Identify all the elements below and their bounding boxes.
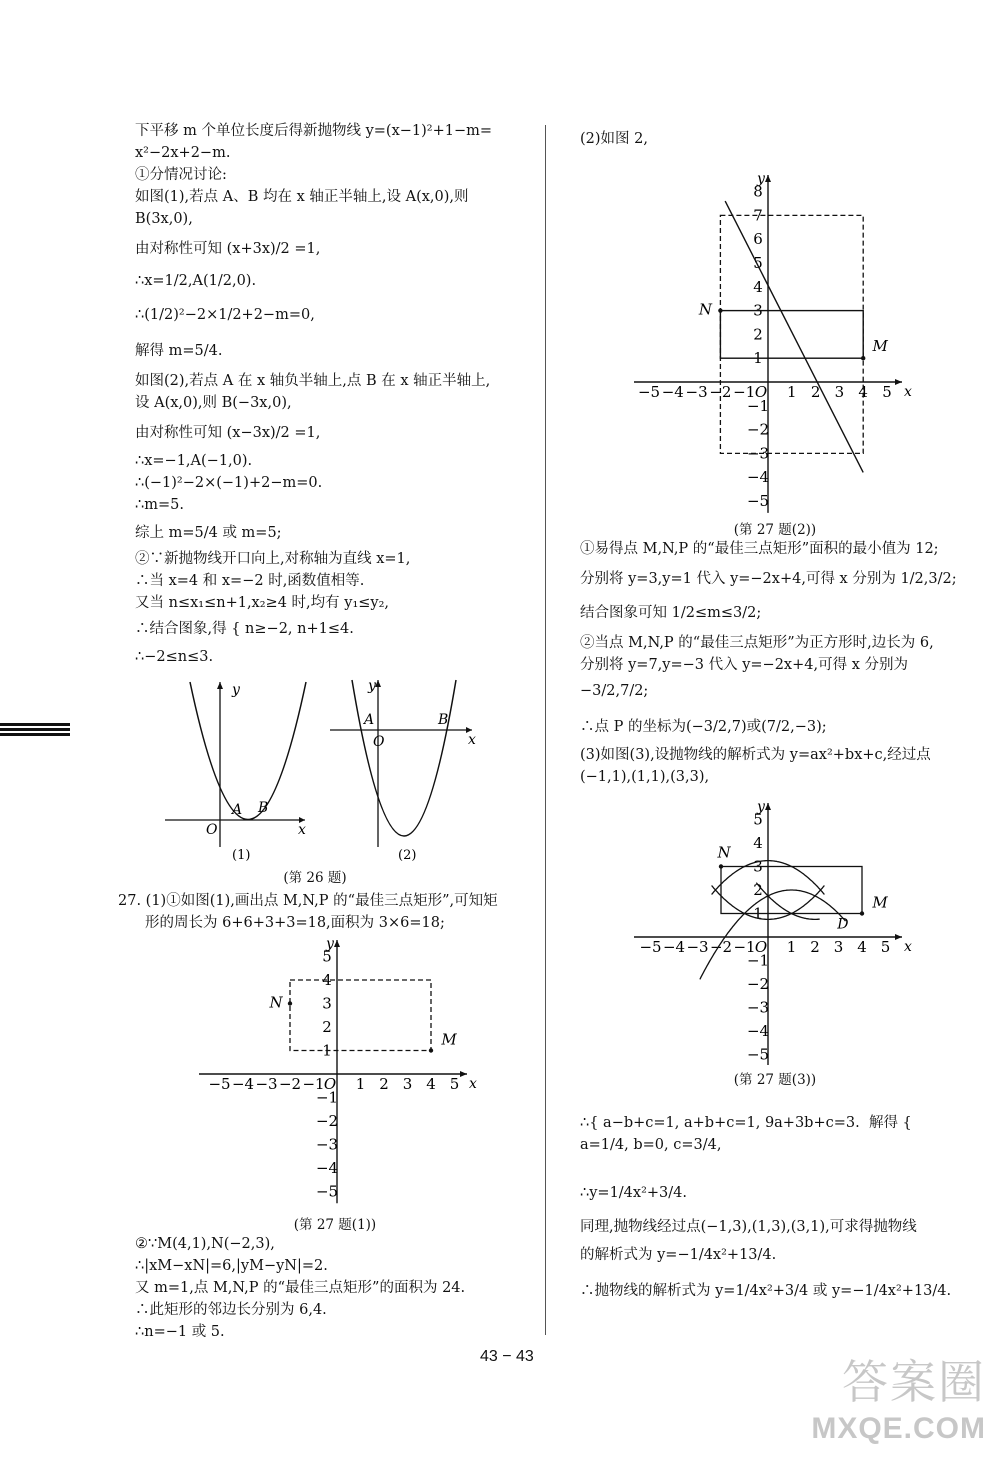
text-line: ②∵M(4,1),N(−2,3), <box>135 1236 275 1252</box>
text-line: 又 m=1,点 M,N,P 的“最佳三点矩形”的面积为 24. <box>135 1280 466 1296</box>
y-tick-label: −3 <box>315 1135 339 1154</box>
text-line: ②当点 M,N,P 的“最佳三点矩形”为正方形时,边长为 6, <box>580 635 934 651</box>
x-tick-label: 2 <box>810 938 820 956</box>
text-line: ①分情况讨论: <box>135 167 227 183</box>
caption-27-3: (第 27 题(3)) <box>733 1072 817 1088</box>
point-D-label: D <box>837 916 849 933</box>
parabola-through-D <box>700 890 849 979</box>
x-tick-label: 5 <box>880 938 891 956</box>
point-B-label: B <box>258 800 269 816</box>
point-N <box>718 308 722 312</box>
page-number: 43 − 43 <box>480 1348 534 1365</box>
y-tick-label: 5 <box>322 947 332 966</box>
text-line: ∴结合图象,得 { n≥−2, n+1≤4. <box>135 621 354 637</box>
text-line: B(3x,0), <box>135 211 193 227</box>
point-M-label: M <box>872 337 888 356</box>
y-tick-label: 4 <box>753 834 763 852</box>
right-mid <box>580 538 965 788</box>
text-line: ①易得点 M,N,P 的“最佳三点矩形”面积的最小值为 12; <box>580 541 939 557</box>
x-tick-label: 1 <box>787 383 797 401</box>
y-tick-label: 1 <box>322 1041 332 1060</box>
x-tick-label: −5 <box>637 383 661 401</box>
point-M <box>429 1048 433 1052</box>
y-tick-label: 5 <box>753 254 763 272</box>
text-line: −3/2,7/2; <box>580 683 649 699</box>
text-line: ∴此矩形的邻边长分别为 6,4. <box>135 1302 327 1318</box>
left-column <box>135 120 530 668</box>
x-tick-label: 2 <box>810 383 821 401</box>
caption-26: (第 26 题) <box>283 870 347 886</box>
x-tick-label: −4 <box>661 383 684 401</box>
point-N <box>288 1001 292 1005</box>
left-bottom <box>135 1233 530 1343</box>
point-N-label: N <box>698 300 712 319</box>
text-line: 分别将 y=7,y=−3 代入 y=−2x+4,可得 x 分别为 <box>580 657 908 673</box>
y-tick-label: −1 <box>746 396 770 415</box>
y-tick-label: 5 <box>753 810 763 829</box>
y-axis-label: y <box>757 170 765 187</box>
watermark <box>811 1346 986 1446</box>
x-axis-arrow <box>460 1071 467 1077</box>
x-tick-label: −4 <box>231 1075 255 1093</box>
x-tick-label: 3 <box>402 1075 413 1093</box>
text-line: 下平移 m 个单位长度后得新抛物线 y=(x−1)²+1−m= <box>135 123 493 139</box>
x-tick-label: 4 <box>426 1075 436 1093</box>
x-tick-label: −1 <box>733 383 756 401</box>
parabola-2 <box>352 680 456 836</box>
x-axis-label: x <box>904 939 912 955</box>
y-axis-arrow <box>765 175 771 182</box>
solid-rectangle <box>720 311 863 359</box>
text-line: 27. (1)①如图(1),画出点 M,N,P 的“最佳三点矩形”,可知矩 <box>118 893 498 909</box>
text-line: (−1,1),(1,1),(3,3), <box>580 769 710 785</box>
text-line: ∴|xM−xN|=6,|yM−yN|=2. <box>135 1258 328 1274</box>
x-axis-arrow <box>895 934 902 940</box>
column-divider <box>545 125 546 1335</box>
caption-27-2: (第 27 题(2)) <box>733 522 817 538</box>
x-tick-label: −5 <box>208 1075 231 1093</box>
point-A-label: A <box>232 802 243 818</box>
y-tick-label: −2 <box>315 1112 339 1130</box>
point-M-label: M <box>872 893 888 912</box>
watermark-en: MXQE.COM <box>811 1412 986 1445</box>
text-line: 同理,抛物线经过点(−1,3),(1,3),(3,1),可求得抛物线 <box>580 1219 917 1235</box>
y-tick-label: 8 <box>753 182 763 201</box>
text-line: x²−2x+2−m. <box>135 145 231 161</box>
y-tick-label: −1 <box>746 951 770 970</box>
y-tick-label: 2 <box>322 1018 332 1036</box>
y-tick-label: 4 <box>322 971 332 989</box>
x-tick-label: −3 <box>686 938 709 956</box>
dashed-square <box>720 215 863 453</box>
x-label: x <box>298 822 306 838</box>
y-tick-label: −5 <box>746 492 770 510</box>
y-tick-label: 3 <box>753 857 763 876</box>
y-tick-label: −4 <box>746 1022 770 1040</box>
right-bottom <box>580 1100 965 1302</box>
x-tick-label: 4 <box>858 383 868 401</box>
x-axis-label: x <box>469 1076 477 1092</box>
x-axis-label: x <box>904 384 912 400</box>
point-N-label: N <box>269 993 283 1012</box>
y-tick-label: −3 <box>746 998 770 1017</box>
q27-intro <box>118 890 538 934</box>
text-line: ∴(1/2)²−2×1/2+2−m=0, <box>135 307 315 323</box>
text-line: ∴(−1)²−2×(−1)+2−m=0. <box>135 475 323 491</box>
y-axis-label: y <box>326 936 334 953</box>
y-tick-label: 1 <box>753 904 763 923</box>
point-N-label: N <box>717 843 731 862</box>
y-tick-label: 3 <box>753 301 763 320</box>
point-B-label: B <box>438 712 449 728</box>
x-tick-label: −5 <box>639 938 662 956</box>
text-line: ②∵新抛物线开口向上,对称轴为直线 x=1, <box>135 551 411 567</box>
x-tick-label: −3 <box>255 1075 278 1093</box>
text-line: ∴m=5. <box>135 497 184 513</box>
text-line: 由对称性可知 (x−3x)/2 =1, <box>135 425 321 441</box>
y-tick-label: −5 <box>746 1045 770 1064</box>
text-line: ∴x=1/2,A(1/2,0). <box>135 273 257 289</box>
x-tick-label: 5 <box>882 383 892 401</box>
figure-27-3 <box>630 795 920 1065</box>
y-label: y <box>232 682 240 698</box>
margin-marker <box>0 723 70 737</box>
x-tick-label: 1 <box>355 1075 366 1093</box>
text-line: ∴抛物线的解析式为 y=1/4x²+3/4 或 y=−1/4x²+13/4. <box>580 1283 952 1299</box>
text-line: ∴y=1/4x²+3/4. <box>580 1185 687 1201</box>
line-y-eq-neg2x-plus-4 <box>725 201 863 472</box>
figure-26 <box>160 672 490 862</box>
point-M-label: M <box>441 1030 457 1049</box>
y-tick-label: 1 <box>753 349 763 368</box>
point-N <box>719 864 723 868</box>
text-line: ∴{ a−b+c=1, a+b+c=1, 9a+3b+c=3. 解得 { a=1/4, b=0, c=3/4, <box>580 1115 917 1153</box>
text-line: 又当 n≤x₁≤n+1,x₂≥4 时,均有 y₁≤y₂, <box>135 595 390 611</box>
text-line: 形的周长为 6+6+3+3=18,面积为 3×6=18; <box>145 915 445 931</box>
x-tick-label: −1 <box>302 1075 325 1093</box>
dashed-rectangle <box>290 980 431 1051</box>
x-tick-label: 3 <box>834 383 845 401</box>
x-label: x <box>468 732 476 748</box>
figure-27-2 <box>630 170 920 515</box>
point-M <box>860 911 864 915</box>
x-tick-label: 5 <box>449 1075 460 1093</box>
y-tick-label: 6 <box>753 230 763 249</box>
y-tick-label: −4 <box>746 468 770 487</box>
text-line: ∴x=−1,A(−1,0). <box>135 453 253 469</box>
x-axis-arrow <box>895 379 902 385</box>
x-tick-label: −3 <box>685 383 708 401</box>
y-tick-label: −2 <box>746 975 770 993</box>
x-tick-label: 2 <box>379 1075 389 1093</box>
text-line: 分别将 y=3,y=1 代入 y=−2x+4,可得 x 分别为 1/2,3/2; <box>580 571 957 587</box>
y-tick-label: 4 <box>753 277 763 296</box>
text-line: 由对称性可知 (x+3x)/2 =1, <box>135 241 321 257</box>
figure-27-1 <box>195 935 485 1210</box>
parabola-1 <box>190 682 306 820</box>
y-tick-label: −5 <box>315 1182 339 1201</box>
x-tick-label: −4 <box>662 938 686 956</box>
y-label: y <box>368 678 376 694</box>
text-line: ∴n=−1 或 5. <box>135 1324 225 1340</box>
x-tick-label: 1 <box>786 938 797 956</box>
watermark-zh: 答案圈 <box>842 1356 986 1408</box>
sub-caption-2: (2) <box>398 848 417 862</box>
y-axis-arrow <box>334 940 340 947</box>
x-tick-label: −2 <box>709 383 732 401</box>
text-line: (3)如图(3),设抛物线的解析式为 y=ax²+bx+c,经过点 <box>580 747 931 763</box>
x-tick-label: −2 <box>278 1075 302 1093</box>
y-tick-label: 2 <box>753 881 763 899</box>
sub-caption-1: (1) <box>232 848 251 862</box>
text-line: 综上 m=5/4 或 m=5; <box>135 525 282 541</box>
text-line: ∴点 P 的坐标为(−3/2,7)或(7/2,−3); <box>580 719 827 735</box>
text-line: 设 A(x,0),则 B(−3x,0), <box>135 395 292 411</box>
x-tick-label: −1 <box>733 938 756 956</box>
y-tick-label: −4 <box>315 1159 339 1177</box>
y-tick-label: 2 <box>753 325 763 344</box>
y-tick-label: 3 <box>322 994 332 1013</box>
y-tick-label: −1 <box>315 1088 339 1107</box>
text-line: 解得 m=5/4. <box>135 343 223 359</box>
point-M <box>861 356 865 360</box>
text-line: 如图(1),若点 A、B 均在 x 轴正半轴上,设 A(x,0),则 <box>135 189 469 205</box>
x-tick-label: 4 <box>857 938 867 956</box>
text-line: 结合图象可知 1/2≤m≤3/2; <box>580 605 762 621</box>
y-tick-label: −3 <box>746 444 770 463</box>
origin-label: O <box>206 822 218 838</box>
caption-27-1: (第 27 题(1)) <box>293 1217 377 1233</box>
text-line: (2)如图 2, <box>580 131 648 147</box>
origin-label: O <box>754 383 768 401</box>
right-top <box>580 128 965 150</box>
origin-label: O <box>754 938 768 956</box>
text-line: 的解析式为 y=−1/4x²+13/4. <box>580 1247 777 1263</box>
x-tick-label: 3 <box>833 938 844 956</box>
text-line: ∴−2≤n≤3. <box>135 649 214 665</box>
text-line: 如图(2),若点 A 在 x 轴负半轴上,点 B 在 x 轴正半轴上, <box>135 373 491 389</box>
x-tick-label: −2 <box>709 938 733 956</box>
origin-label: O <box>323 1075 337 1093</box>
y-tick-label: −2 <box>746 420 770 439</box>
y-axis-arrow <box>765 803 771 810</box>
y-tick-label: 7 <box>753 206 763 225</box>
point-A-label: A <box>364 712 375 728</box>
y-axis-label: y <box>757 799 765 816</box>
origin-label: O <box>373 734 385 750</box>
text-line: ∴当 x=4 和 x=−2 时,函数值相等. <box>135 573 365 589</box>
